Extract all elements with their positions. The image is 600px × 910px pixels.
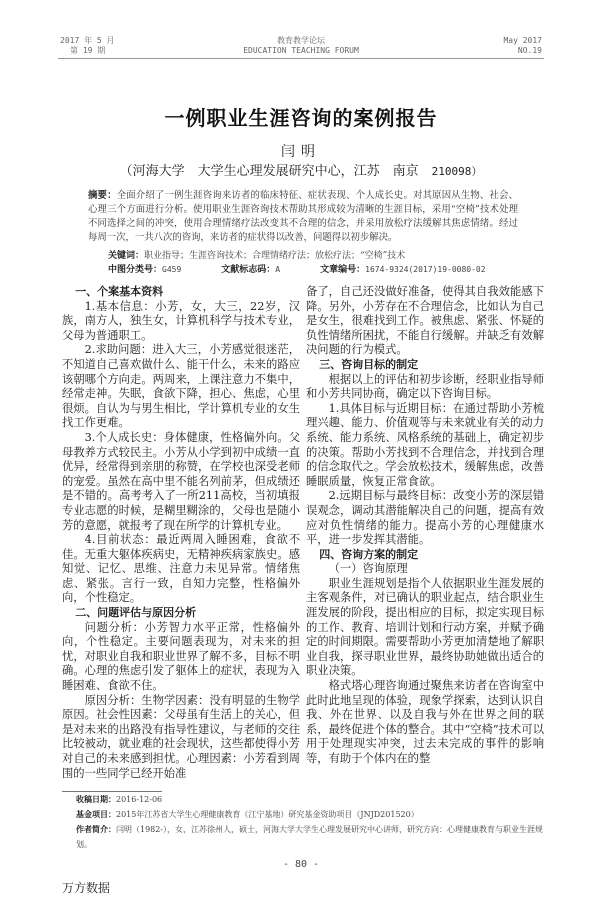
paragraph: 问题分析：小芳智力水平正常，性格偏外向，个性稳定。主要问题表现为，对未来的担忧，对职业自我和职业世界了解不多，目标不明确。心理的焦虑引发了躯体上的症状，表现为入睡困难、食欲不住。 (62, 620, 300, 693)
keywords-label: 关键词： (108, 251, 145, 261)
paragraph: 3.个人成长史：身体健康，性格偏外向。父母教养方式较民主。小芳从小学到初中成绩一直优异，经常得到亲朋的称赞，在学校也深受老师的宠爱。虽然在高中里不能名列前茅，但成绩还是不错的。高考考入了一所211高校，当初填报专业志愿的时候，是糊里糊涂的，父母也是随小芳的意愿，就报考了现在所学的计算机专业。 (62, 430, 300, 532)
fund-label: 基金项目： (76, 810, 116, 820)
footnote-received (76, 792, 544, 807)
classification-info (108, 263, 524, 277)
clc-value: G459 (162, 265, 182, 274)
paragraph: 职业生涯规划是指个人依据职业生涯发展的主客观条件，对已确认的职业起点，结合职业生涯发展的阶段，提出相应的目标，拟定实现目标的工作、教育、培训计划和行动方案，并赋予确定的时间期限。需要帮助小芳更加清楚地了解职业自我，探寻职业世界，最终协助她做出适合的职业决策。 (306, 576, 544, 678)
section-heading: 三、咨询目标的制定 (319, 357, 419, 371)
received-label: 收稿日期： (76, 795, 116, 805)
keywords (108, 249, 524, 263)
keywords-text: 职业指导；生涯咨询技术；合理情绪疗法；放松疗法；“空椅”技术 (144, 251, 406, 261)
section-heading: 二、问题评估与原因分析 (75, 606, 197, 620)
section-heading: 四、咨询方案的制定 (319, 547, 419, 561)
paragraph: 1.基本信息：小芳，女，大三，22岁，汉族，南方人，独生女，计算机科学与技术专业，父母为普通职工。 (62, 299, 300, 342)
article-no (320, 263, 485, 277)
author-affiliation (58, 163, 544, 181)
abstract (88, 189, 518, 245)
bio-value: 闫明（1982-），女，江苏徐州人，硕士，河海大学大学生心理发展研究中心讲师，研究方向：心理健康教育与职业生涯规划。 (76, 825, 544, 850)
paragraph-continued: 备了，自己还没做好准备，使得其自我效能感下降。另外，小芳存在不合理信念，比如认为自己是女生，很难找到工作。被焦虑、紧张、怀疑的负性情绪所困扰，不能自行缓解。并缺乏有效解决问题的行为模式。 (306, 285, 544, 357)
page-number: - 80 - (282, 859, 320, 871)
paragraph: 根据以上的评估和初步诊断，经职业指导师和小芳共同协商，确定以下咨询目标。 (306, 372, 544, 401)
affiliation-text: （河海大学 大学生心理发展研究中心，江苏 南京 (119, 164, 419, 179)
paragraph: 2.远期目标与最终目标：改变小芳的深层错误观念，调动其潜能解决自己的问题，提高有效应对负性情绪的能力。提高小芳的心理健康水平，进一步发挥其潜能。 (306, 489, 544, 547)
header-divider (58, 58, 544, 59)
section-heading: 一、个案基本资料 (75, 285, 164, 298)
abstract-text: 全面介绍了一例生涯咨询来访者的临床特征、症状表现、个人成长史。对其原因从生物、社会、心理三个方面进行分析。使用职业生涯咨询技术帮助其形成较为清晰的生涯目标，采用“空椅”技术处理不同选择之间的冲突，使用合理情绪疗法改变其不合理的信念，并采用放松疗法缓解其焦虑情绪。经过每周一次，一共八次的咨询，来访者的症状得以改善，问题得以初步解决。 (88, 190, 518, 243)
body-column-left (62, 285, 300, 781)
doc-code-value: A (275, 265, 281, 274)
journal-name-cn: 教育教学论坛 (277, 36, 325, 45)
header-issue: 第 19 期 (70, 46, 106, 55)
doc-code (221, 263, 280, 277)
paragraph: 1.具体目标与近期目标：在通过帮助小芳梳理兴趣、能力、价值观等与未来就业有关的动力系统、能力系统、风格系统的基础上，确定初步的决策。帮助小芳找到不合理信念，并找到合理的信念取代之。学会放松技术，缓解焦虑，改善睡眠质量，恢复正常食欲。 (306, 401, 544, 488)
header-date: 2017 年 5 月 (60, 36, 115, 45)
header-issue-en (422, 36, 542, 56)
bio-label: 作者简介： (76, 825, 116, 835)
affiliation-zip: 210098） (431, 165, 483, 178)
paragraph: 原因分析：生物学因素：没有明显的生物学原因。社会性因素：父母虽有生活上的关心，但是对未来的出路没有指导性建议，与老师的交往比较被动，就业难的社会现状，这些都使得小芳对自己的未来感到担忧。心理因素：小芳看到周围的一些同学已经开始准 (62, 693, 300, 780)
journal-name (180, 36, 422, 56)
header-issue-date (60, 36, 180, 56)
journal-name-en: EDUCATION TEACHING FORUM (243, 46, 359, 55)
clc (108, 263, 181, 277)
watermark: 万方数据 (62, 881, 111, 896)
clc-label: 中图分类号： (108, 265, 163, 275)
header-date-en: May 2017 (503, 36, 542, 45)
header-issue-no: NO.19 (517, 46, 542, 55)
doc-code-label: 文献标志码： (221, 265, 276, 275)
body-columns (58, 285, 544, 781)
article-title: 一例职业生涯咨询的案例报告 (164, 106, 438, 130)
article-no-value: 1674-9324(2017)19-0080-02 (365, 265, 486, 274)
footnote-bio (76, 822, 544, 852)
paragraph: 格式塔心理咨询通过聚焦来访者在咨询室中此时此地呈现的体验，现象学探索，达到认识自我、外在世界、以及自我与外在世界之间的联系，最终促进个体的整合。其中“空椅”技术可以用于处理现实冲突，过去未完成的事件的影响等，有助于个体内在的整 (306, 679, 544, 765)
body-column-right (306, 285, 544, 781)
article-no-label: 文章编号： (320, 265, 366, 275)
subsection-heading: （一）咨询原理 (328, 562, 408, 576)
paragraph: 2.求助问题：进入大三，小芳感觉很迷茫，不知道自己喜欢做什么、能干什么，未来的路应该朝哪个方向走。两周来，上课注意力不集中，经常走神。失眠，食欲下降，担心、焦虑，心里很烦。自认为与男生相比，学计算机专业的女生找工作更难。 (62, 343, 300, 430)
abstract-label: 摘要： (88, 190, 117, 201)
paragraph: 4.目前状态：最近两周入睡困难，食欲不佳。无重大躯体疾病史，无精神疾病家族史。感知觉、记忆、思维、注意力未见异常。情绪焦虑、紧张。言行一致，自知力完整，性格偏外向，个性稳定。 (62, 533, 300, 605)
footnote-fund (76, 807, 544, 822)
running-header (58, 36, 544, 56)
fund-value: 2015年江苏省大学生心理健康教育（江宁基地）研究基金资助项目（JNJD201520） (116, 810, 419, 820)
author-name: 闫明 (281, 144, 321, 160)
received-value: 2016-12-06 (116, 795, 163, 805)
